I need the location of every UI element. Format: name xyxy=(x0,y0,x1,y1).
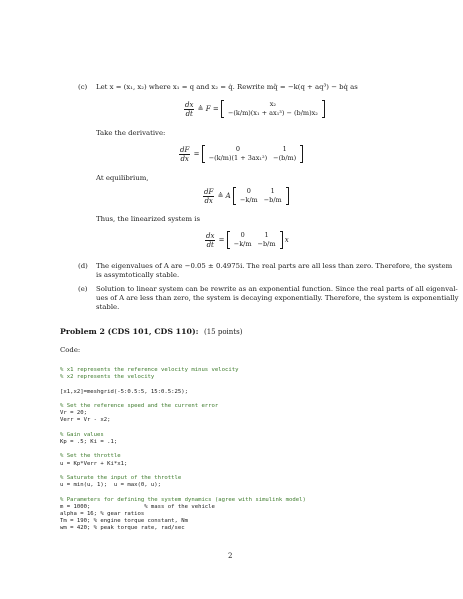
code-line: Verr = Vr - x2; xyxy=(60,417,111,424)
eq1-row2: −(k/m)(x₁ + ax₁³) − (b/m)x₂ xyxy=(227,109,318,117)
part-d-label: (d) xyxy=(78,262,88,270)
part-e-line3: stable. xyxy=(96,303,120,311)
eq3-r2c1: −k/m xyxy=(239,196,258,204)
code-line: % Gain values xyxy=(60,431,104,438)
part-c-intro: Let x = (x₁, x₂) where x₁ = q and x₂ = q̇. Rewrite mq̈ = −k(q + aq³) − bq̇ as xyxy=(96,83,358,91)
code-line: % x1 represents the reference velocity minus velocity xyxy=(60,367,239,373)
code-line: % Set the reference speed and the current error xyxy=(60,403,219,409)
eq2-r2c1: −(k/m)(1 + 3ax₁²) xyxy=(208,154,268,162)
equation-state-space: $\frac{dx}{dt}$ ≜ F = x₂ −(k/m)(x₁ + ax₁³) − (b/m)x₂ xyxy=(183,100,325,118)
code-line: u = Kp*Verr + Ki*x1; xyxy=(60,460,128,467)
code-line: Tm = 190; % engine torque constant, Nm xyxy=(60,518,188,525)
code-line: m = 1000; % mass of the vehicle xyxy=(60,503,215,510)
problem-2-points: (15 points) xyxy=(204,328,243,336)
part-c-label: (c) xyxy=(78,83,88,91)
problem-2-heading: Problem 2 (CDS 101, CDS 110): xyxy=(60,327,199,336)
part-d-line1: The eigenvalues of A are −0.05 ± 0.4975i. The real parts are all less than zero. Therefore, the system xyxy=(96,262,453,270)
equation-equilibrium: $\frac{dF}{dx}$ ≜ A 0 1 −k/m −b/m xyxy=(202,187,289,205)
take-derivative-text: Take the derivative: xyxy=(96,129,166,137)
code-line: alpha = 16; % gear ratios xyxy=(60,511,145,517)
eq3-r1c1: 0 xyxy=(246,187,251,195)
eq4-r1c2: 1 xyxy=(264,231,269,239)
part-e-label: (e) xyxy=(78,285,88,293)
code-label: Code: xyxy=(60,346,81,354)
code-line: % x2 represents the velocity xyxy=(60,374,155,381)
at-equilibrium-text: At equilibrium, xyxy=(96,174,149,182)
part-d-line2: is assymtotically stable. xyxy=(96,271,180,279)
code-line: % Parameters for defining the system dynamics (agree with simulink model) xyxy=(60,496,306,503)
eq2-r2c2: −(b/m) xyxy=(273,154,297,162)
code-line: u = min(u, 1); u = max(0, u); xyxy=(60,482,162,489)
code-line: Vr = 20; xyxy=(60,410,87,417)
part-e-line1: Solution to linear system can be rewrite as an exponential function. Since the real parts of all eigenval- xyxy=(96,285,458,293)
equation-jacobian: $\frac{dF}{dx}$ = 0 1 −(k/m)(1 + 3ax₁²) −(b/m) xyxy=(178,145,303,163)
eq3-r1c2: 1 xyxy=(270,187,275,195)
code-line: Kp = .5; Ki = .1; xyxy=(60,439,118,445)
part-e-line2: ues of A are less than zero, the system is decaying exponentially. Therefore, the system is exponentially xyxy=(96,294,459,302)
eq4-r2c1: −k/m xyxy=(233,240,252,248)
eq4-r2c2: −b/m xyxy=(257,240,276,248)
code-line: [x1,x2]=meshgrid(-5:0.5:5, 15:0.5:25); xyxy=(60,388,188,395)
code-line: % Saturate the input of the throttle xyxy=(60,475,182,481)
eq4-rhs: x xyxy=(284,236,289,244)
eq3-r2c2: −b/m xyxy=(263,196,282,204)
eq4-r1c1: 0 xyxy=(240,231,245,239)
code-line: wm = 420; % peak torque rate, rad/sec xyxy=(60,525,185,532)
linearized-text: Thus, the linearized system is xyxy=(96,215,200,223)
page-number: 2 xyxy=(228,552,233,560)
eq1-row1: x₂ xyxy=(269,100,277,108)
code-line: % Set the throttle xyxy=(60,453,121,460)
equation-linearized: $\frac{dx}{dt}$ = 0 1 −k/m −b/m x xyxy=(206,231,289,249)
eq2-r1c2: 1 xyxy=(282,145,287,153)
eq2-r1c1: 0 xyxy=(235,145,240,153)
